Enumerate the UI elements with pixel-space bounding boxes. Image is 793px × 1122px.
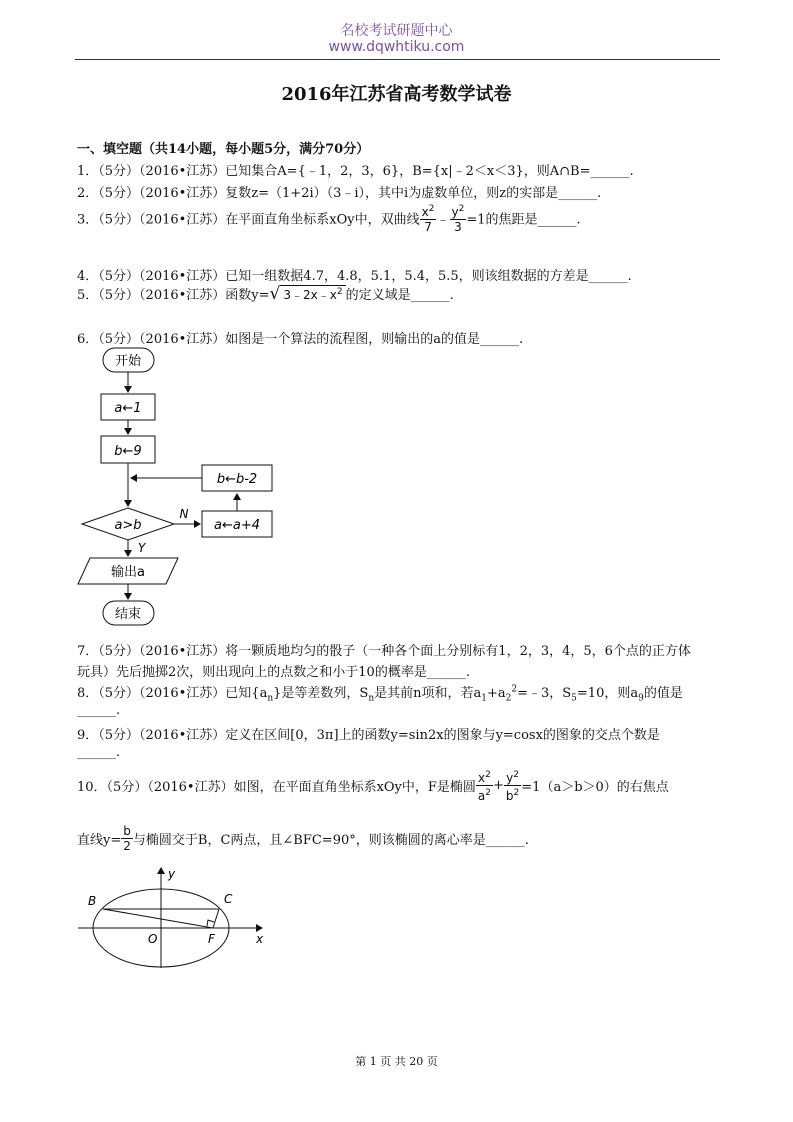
segment-cf xyxy=(213,909,219,928)
question-5: 5．（5分）（2016•江苏）函数y=√ $3﹣2x﹣x^2$ 的定义域是______. xyxy=(77,284,454,304)
flow-decision-label: a>b xyxy=(114,518,142,533)
question-2: 2．（5分）（2016•江苏）复数z=（1+2i）（3﹣i），其中i为虚数单位，则z的实部是______. xyxy=(77,186,602,201)
page-title: 2016年江苏省高考数学试卷 xyxy=(281,84,512,105)
segment-bf xyxy=(103,909,213,928)
flow-yes-label: Y xyxy=(138,541,146,555)
question-10-line1: 10．（5分）（2016•江苏）如图，在平面直角坐标系xOy中，F是椭圆 $\frac{x^2}{a^2}$ + $\frac{y^2}{b^2}$ =1（a＞b＞0）的右焦点 xyxy=(77,770,669,803)
q10-fraction-b2: $\frac{b}{2}$ xyxy=(123,824,131,853)
q3-fraction-y: $\frac{y^2}{3}$ xyxy=(451,204,465,234)
flow-start-label: 开始 xyxy=(114,354,142,369)
question-1: 1．（5分）（2016•江苏）已知集合A={﹣1，2，3，6}，B={x|﹣2＜x＜3}，则A∩B=______. xyxy=(77,164,634,179)
flow-update-a-label: a←a+4 xyxy=(214,518,260,533)
q3-prefix: 3．（5分）（2016•江苏）在平面直角坐标系xOy中，双曲线 xyxy=(77,212,420,228)
q10-fraction-x: $\frac{x^2}{a^2}$ xyxy=(477,770,492,803)
flowchart xyxy=(76,344,276,630)
q3-suffix: =1的焦距是______. xyxy=(466,212,581,228)
flow-assign-a-label: a←1 xyxy=(114,401,142,416)
flow-no-label: N xyxy=(179,507,189,521)
section-heading: 一、填空题（共14小题，每小题5分，满分70分） xyxy=(77,142,370,157)
label-x: x xyxy=(256,932,264,946)
label-y: y xyxy=(168,867,176,881)
question-8-line2: ______. xyxy=(77,703,121,718)
site-url[interactable]: www.dqwhtiku.com xyxy=(328,39,465,55)
label-c: C xyxy=(224,892,233,906)
label-b: B xyxy=(88,894,97,908)
header-divider xyxy=(75,59,720,60)
flow-assign-b-label: b←9 xyxy=(114,444,142,459)
label-o: O xyxy=(148,932,158,946)
right-angle-mark xyxy=(207,920,214,926)
flow-end-label: 结束 xyxy=(114,607,142,622)
question-7-line2: 玩具）先后抛掷2次，则出现向上的点数之和小于10的概率是______. xyxy=(77,665,470,680)
q10-fraction-y: $\frac{y^2}{b^2}$ xyxy=(505,770,520,803)
question-10-line2: 直线y= $\frac{b}{2}$ 与椭圆交于B，C两点，且∠BFC=90°，则该椭圆的离心率是______. xyxy=(77,824,529,853)
site-name: 名校考试研题中心 xyxy=(340,23,453,39)
q3-fraction-x: $\frac{x^2}{7}$ xyxy=(421,204,435,234)
question-8: 8．（5分）（2016•江苏）已知$\{a_n\}$是等差数列，$S_n$是其前n项和，若$a_1+a_2^2=﹣3$，$S_5=10$，则$a_9$的值是 xyxy=(77,684,683,704)
label-f: F xyxy=(208,932,215,946)
ellipse-figure xyxy=(76,862,276,972)
flow-update-b-label: b←b-2 xyxy=(216,472,258,487)
question-4: 4．（5分）（2016•江苏）已知一组数据4.7，4.8，5.1，5.4，5.5，则该组数据的方差是______. xyxy=(77,269,632,284)
q5-radicand: $3﹣2x﹣x^2$ xyxy=(280,285,345,303)
question-6: 6．（5分）（2016•江苏）如图是一个算法的流程图，则输出的a的值是______. xyxy=(77,332,524,347)
page-footer: 第 1 页 共 20 页 xyxy=(355,1055,438,1068)
question-9-line2: ______. xyxy=(77,745,121,760)
question-7-line1: 7．（5分）（2016•江苏）将一颗质地均匀的骰子（一种各个面上分别标有1，2，3，4，5，6个点的正方体 xyxy=(77,644,691,659)
question-3: 3．（5分）（2016•江苏）在平面直角坐标系xOy中，双曲线 $\frac{x^2}{7}$ ﹣ $\frac{y^2}{3}$ =1的焦距是______. xyxy=(77,204,581,234)
flow-output-label: 输出a xyxy=(111,565,145,580)
footer-page-number: 1 xyxy=(369,1055,377,1068)
question-9-line1: 9．（5分）（2016•江苏）定义在区间[0，3π]上的函数y=sin2x的图象与y=cosx的图象的交点个数是 xyxy=(77,728,660,743)
footer-total-pages: 20 xyxy=(409,1055,424,1068)
